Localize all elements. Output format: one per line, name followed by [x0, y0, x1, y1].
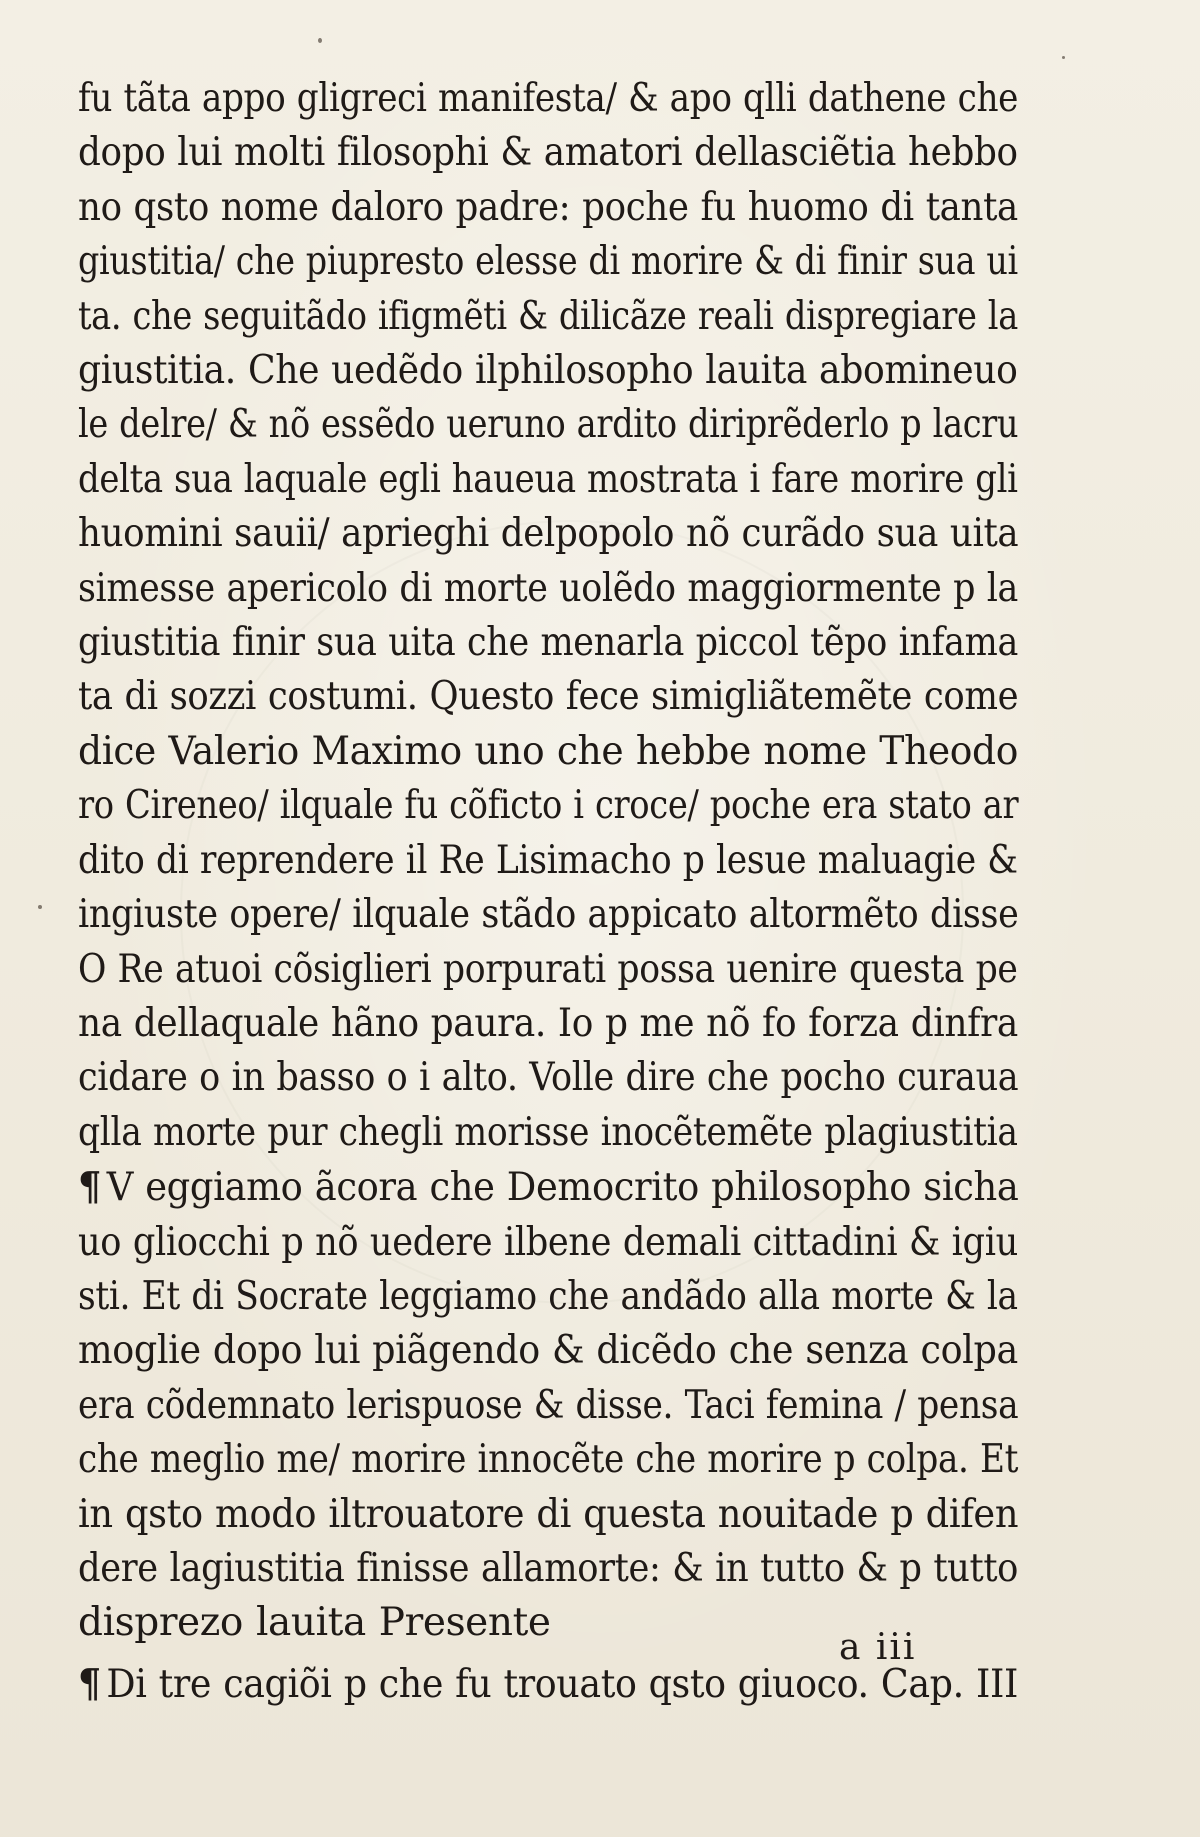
text-line: che meglio me/ morire innocẽte che morire p colpa. Et [78, 1437, 1019, 1483]
ink-speck [38, 905, 42, 909]
chapter-heading: ¶ Di tre cagiõi p che fu trouato qsto giuoco. Cap. III [78, 1657, 955, 1712]
signature-mark: a iii [839, 1627, 917, 1668]
text-line: giustitia/ che piupresto elesse di morire & di finir sua ui [78, 239, 1018, 285]
text-line: cidare o in basso o i alto. Volle dire che pocho curaua [78, 1055, 1019, 1101]
main-text-block [78, 72, 1018, 1712]
text-line: moglie dopo lui piãgendo & dicẽdo che senza colpa [78, 1328, 1018, 1374]
text-line: ta di sozzi costumi. Questo fece simigliãtemẽte come [78, 674, 1019, 720]
text-line: delta sua laquale egli haueua mostrata i fare morire gli [78, 456, 1018, 502]
text-line: ro Cireneo/ ilquale fu cõficto i croce/ poche era stato ar [78, 783, 1019, 829]
text-line: dice Valerio Maximo uno che hebbe nome Theodo [78, 728, 1018, 774]
text-line: giustitia finir sua uita che menarla piccol tẽpo infama [78, 620, 1018, 666]
text-line: dopo lui molti filosophi & amatori dellasciẽtia hebbo [78, 130, 1018, 176]
text-line: ta. che seguitãdo ifigmẽti & dilicãze reali dispregiare la [78, 293, 1018, 339]
text-line: na dellaquale hãno paura. Io p me nõ fo forza dinfra [78, 1000, 1018, 1046]
text-line-paragraph-start: ¶ V eggiamo ãcora che Democrito philosopho sicha [78, 1160, 966, 1215]
text-line: sti. Et di Socrate leggiamo che andãdo alla morte & la [78, 1273, 1018, 1319]
text-line: fu tãta appo gligreci manifesta/ & apo qlli dathene che [78, 76, 1019, 121]
text-line: dito di reprendere il Re Lisimacho p lesue maluagie & [78, 837, 1018, 883]
text-line: O Re atuoi cõsiglieri porpurati possa uenire questa pe [78, 946, 1018, 992]
text-line: era cõdemnato lerispuose & disse. Taci femina / pensa [78, 1382, 1019, 1428]
text-line: qlla morte pur chegli morisse inocẽtemẽte plagiustitia [78, 1109, 1018, 1155]
text-line: huomini sauii/ aprieghi delpopolo nõ curãdo sua uita [78, 511, 1019, 557]
text-line: disprezo lauita Presente [78, 1600, 551, 1646]
text-line: le delre/ & nõ essẽdo ueruno ardito diriprẽderlo p lacru [78, 402, 1019, 448]
text-line: ingiuste opere/ ilquale stãdo appicato altormẽto disse [78, 892, 1019, 938]
text-line: in qsto modo iltrouatore di questa nouitade p difen [78, 1491, 1019, 1537]
text-line: uo gliocchi p nõ uedere ilbene demali cittadini & igiu [78, 1219, 1018, 1265]
text-line: dere lagiustitia finisse allamorte: & in tutto & p tutto [78, 1545, 1019, 1591]
ink-speck [318, 38, 322, 43]
text-line: giustitia. Che uedẽdo ilphilosopho lauita abomineuo [78, 348, 1018, 394]
text-line: simesse apericolo di morte uolẽdo maggiormente p la [78, 565, 1018, 611]
text-line: no qsto nome daloro padre: poche fu huomo di tanta [78, 184, 1018, 230]
ink-speck [1062, 56, 1065, 59]
